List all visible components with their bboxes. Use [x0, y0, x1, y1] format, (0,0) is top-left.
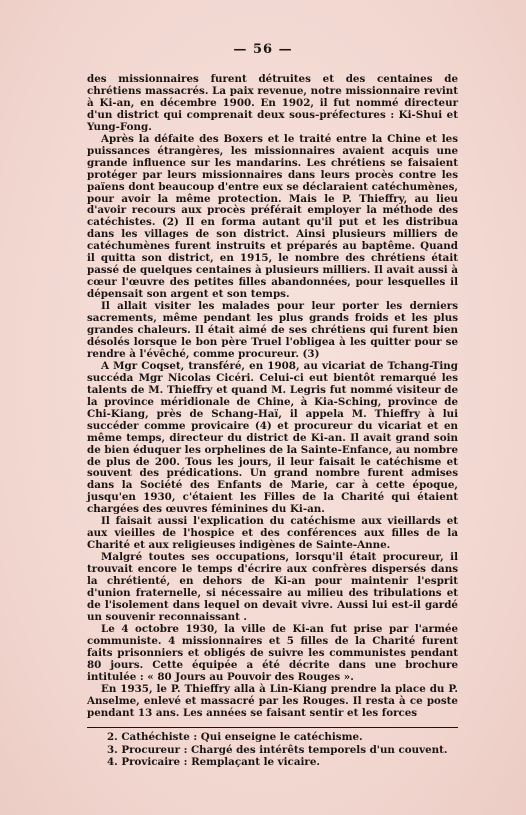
paragraph-6: Malgré toutes ses occupations, lorsqu'il était procureur, il trouvait encore le temps d'écrire aux confrères dispersés dans la chrétienté, en dehors de Ki-an pour maintenir l'esprit d'union fraternelle, si nécessaire au milieu des tribulations et de l'isolement dans lequel on devait vivre. Aussi lui est-il gardé un souvenir reconnaissant .: [87, 551, 458, 623]
footnote-4: 4. Provicaire : Remplaçant le vicaire.: [107, 756, 320, 768]
paragraph-3: Il allait visiter les malades pour leur porter les derniers sacrements, même pendant les plus grands froids et les plus grandes chaleurs. Il était aimé de ses chrétiens qui furent bien désolés lorsque le bon père Truel l'obligea à les quitter pour se rendre à l'évêché, comme procureur. (3): [87, 300, 458, 360]
paragraph-7: Le 4 octobre 1930, la ville de Ki-an fut prise par l'armée communiste. 4 missionnaires et 5 filles de la Charité furent faits prisonniers et obligés de suivre les communistes pendant 80 jours. Cette équipée a été décrite dans une brochure intitulée : « 80 Jours au Pouvoir des Rouges ».: [87, 622, 458, 683]
paragraph-4: A Mgr Coqset, transféré, en 1908, au vicariat de Tchang-Ting succéda Mgr Nicolas Cicéri. Celui-ci eut bientôt remarqué les talents de M. Thieffry et quand M. Legris fut nommé visiteur de la province méridionale de Chine, à Kia-Sching, province de Chi-Kiang, près de Schang-Haï, il appela M. Thieffry à lui succéder comme provicaire (4) et procureur du vicariat et en même temps, directeur du district de Ki-an. Il avait grand soin de bien éduquer les orphelines de la Sainte-Enfance, au nombre de plus de 200. Tous les jours, il leur faisait le catéchisme et souvent des prédications. Un grand nombre furent admises dans la Société des Enfants de Marie, car à cette époque, jusqu'en 1930, c'étaient les Filles de la Charité qui étaient chargées des œuvres féminines du Ki-an.: [87, 359, 458, 516]
paragraph-8: En 1935, le P. Thieffry alla à Lin-Kiang prendre la place du P. Anselme, enlevé et massacré par les Rouges. Il resta à ce poste pendant 13 ans. Les années se faisant sentir et les forces: [87, 682, 458, 719]
paragraph-1: des missionnaires furent détruites et des centaines de chrétiens massacrés. La paix revenue, notre missionnaire revint à Ki-an, en décembre 1900. En 1902, il fut nommé directeur d'un district qui comprenait deux sous-préfectures : Ki-Shui et Yung-Fong.: [87, 73, 458, 133]
paragraph-5: Il faisait aussi l'explication du catéchisme aux vieillards et aux vieilles de l'hospice et des conférences aux filles de la Charité et aux religieuses indigènes de Sainte-Anne.: [87, 515, 458, 552]
paragraph-2: Après la défaite des Boxers et le traité entre la Chine et les puissances étrangères, les missionnaires avaient acquis une grande influence sur les mandarins. Les chrétiens se faisaient protéger par leurs missionnaires dans leurs procès contre les païens dont beaucoup d'entre eux se déclaraient catéchumènes, pour avoir la même protection. Mais le P. Thieffry, au lieu d'avoir recours aux procès préférait employer la méthode des catéchistes. (2) Il en forma autant qu'il put et les distribua dans les villages de son district. Ainsi plusieurs milliers de catéchumènes furent instruits et préparés au baptême. Quand il quitta son district, en 1915, le nombre des chrétiens était passé de quelques centaines à plusieurs milliers. Il avait aussi à cœur l'œuvre des petites filles abandonnées, pour lesquelles il dépensait son argent et son temps.: [87, 132, 458, 301]
footnote-3: 3. Procureur : Chargé des intérêts temporels d'un couvent.: [107, 743, 448, 756]
page-number: — 56 —: [233, 42, 293, 57]
body-text: [87, 74, 458, 719]
footnotes: [87, 727, 458, 769]
footnote-2: 2. Cathéchiste : Qui enseigne le catéchisme.: [107, 731, 363, 743]
